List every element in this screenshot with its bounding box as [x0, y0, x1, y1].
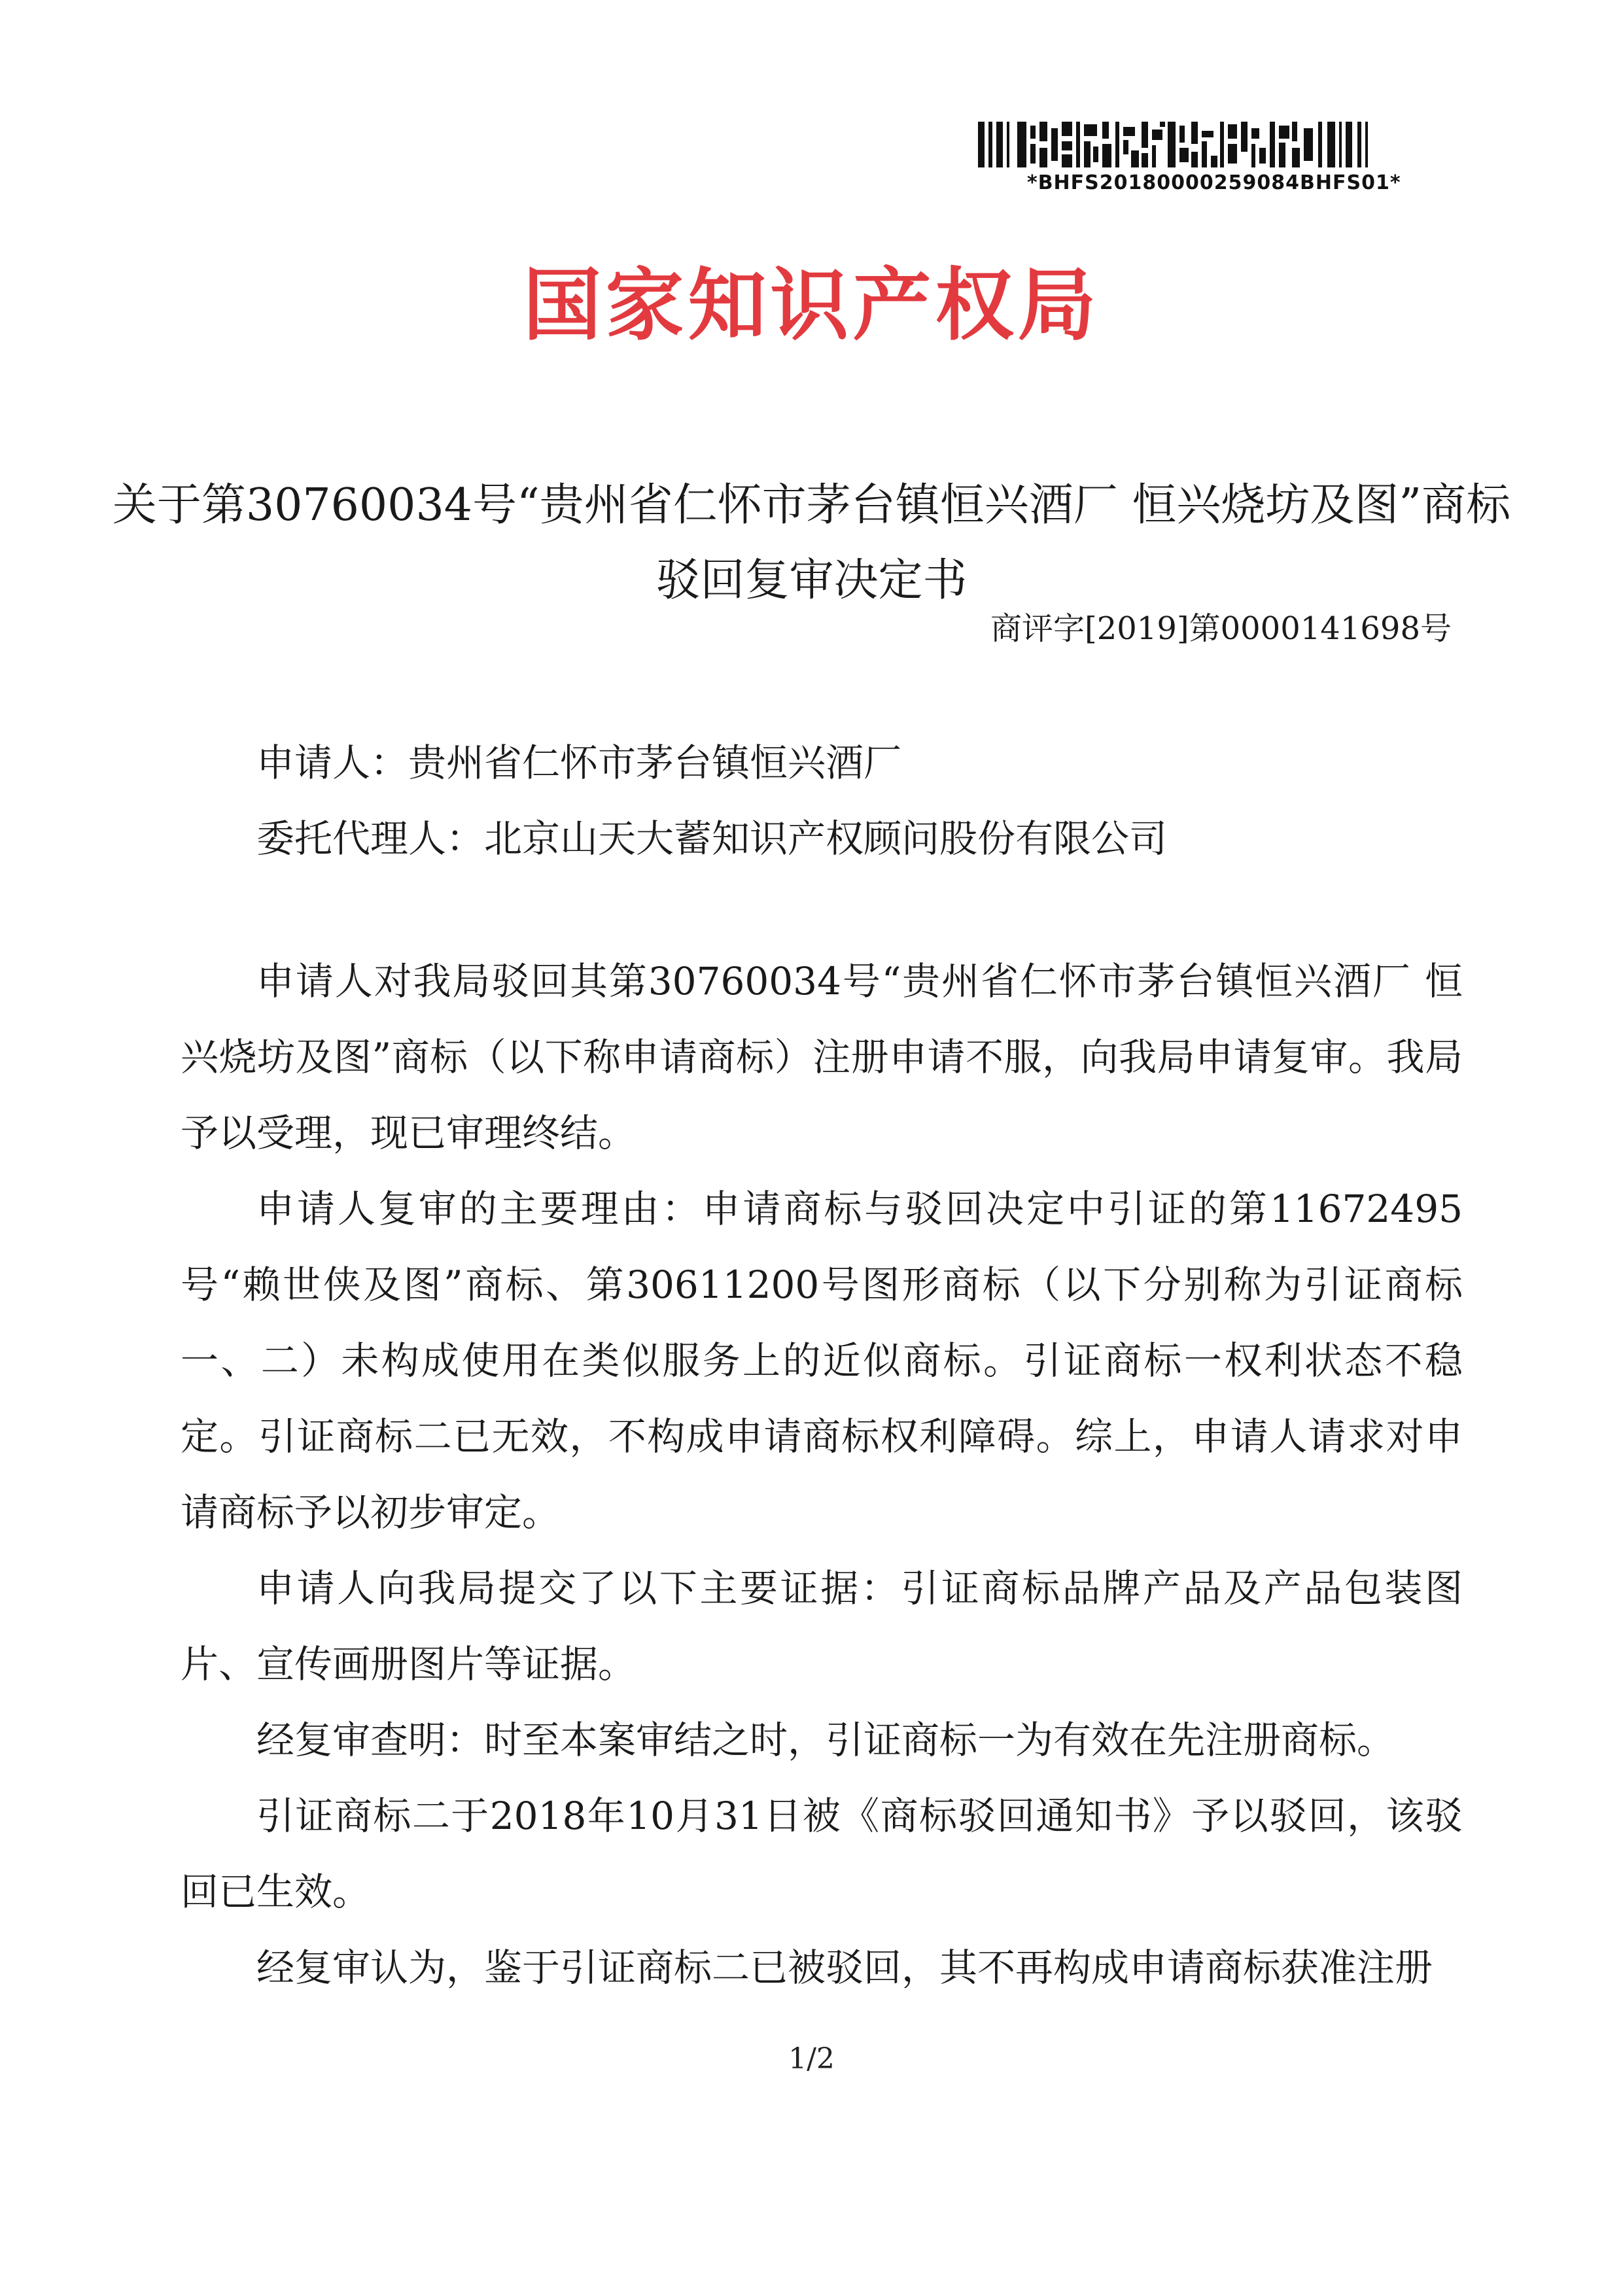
document-title-line-1: 关于第30760034号“贵州省仁怀市茅台镇恒兴酒厂 恒兴烧坊及图”商标	[112, 479, 1511, 531]
body-paragraph: 申请人对我局驳回其第30760034号“贵州省仁怀市茅台镇恒兴酒厂 恒兴烧坊及图”商标（以下称申请商标）注册申请不服，向我局申请复审。我局予以受理，现已审理终结。	[181, 959, 1463, 1155]
organization-title: 国家知识产权局	[523, 260, 1100, 351]
barcode-caption: *BHFS20180000259084BHFS01*	[1027, 171, 1401, 194]
agent-line: 委托代理人：北京山天大蓄知识产权顾问股份有限公司	[256, 816, 1168, 861]
document-title-line-2: 驳回复审决定书	[655, 555, 968, 606]
body-paragraph: 引证商标二于2018年10月31日被《商标驳回通知书》予以驳回，该驳回已生效。	[181, 1794, 1463, 1914]
document-title	[65, 468, 1558, 618]
applicant-line: 申请人：贵州省仁怀市茅台镇恒兴酒厂	[256, 740, 902, 785]
body-paragraph: 经复审认为，鉴于引证商标二已被驳回，其不再构成申请商标获准注册	[256, 1945, 1433, 1990]
document-number: 商评字[2019]第0000141698号	[990, 610, 1452, 647]
barcode	[978, 122, 1397, 167]
body-paragraph: 申请人向我局提交了以下主要证据：引证商标品牌产品及产品包装图片、宣传画册图片等证据。	[181, 1566, 1463, 1686]
page-number: 1/2	[788, 2042, 835, 2076]
barcode-graphic	[978, 122, 1397, 167]
body-paragraph: 申请人复审的主要理由：申请商标与驳回决定中引证的第11672495号“赖世侠及图”商标、第30611200号图形商标（以下分别称为引证商标一、二）未构成使用在类似服务上的近似商标。引证商标一权利状态不稳定。引证商标二已无效，不构成申请商标权利障碍。综上，申请人请求对申请商标予以初步审定。	[181, 1187, 1463, 1535]
decision-body	[181, 943, 1463, 2006]
parties-block	[256, 725, 1167, 877]
body-paragraph: 经复审查明：时至本案审结之时，引证商标一为有效在先注册商标。	[256, 1718, 1395, 1762]
